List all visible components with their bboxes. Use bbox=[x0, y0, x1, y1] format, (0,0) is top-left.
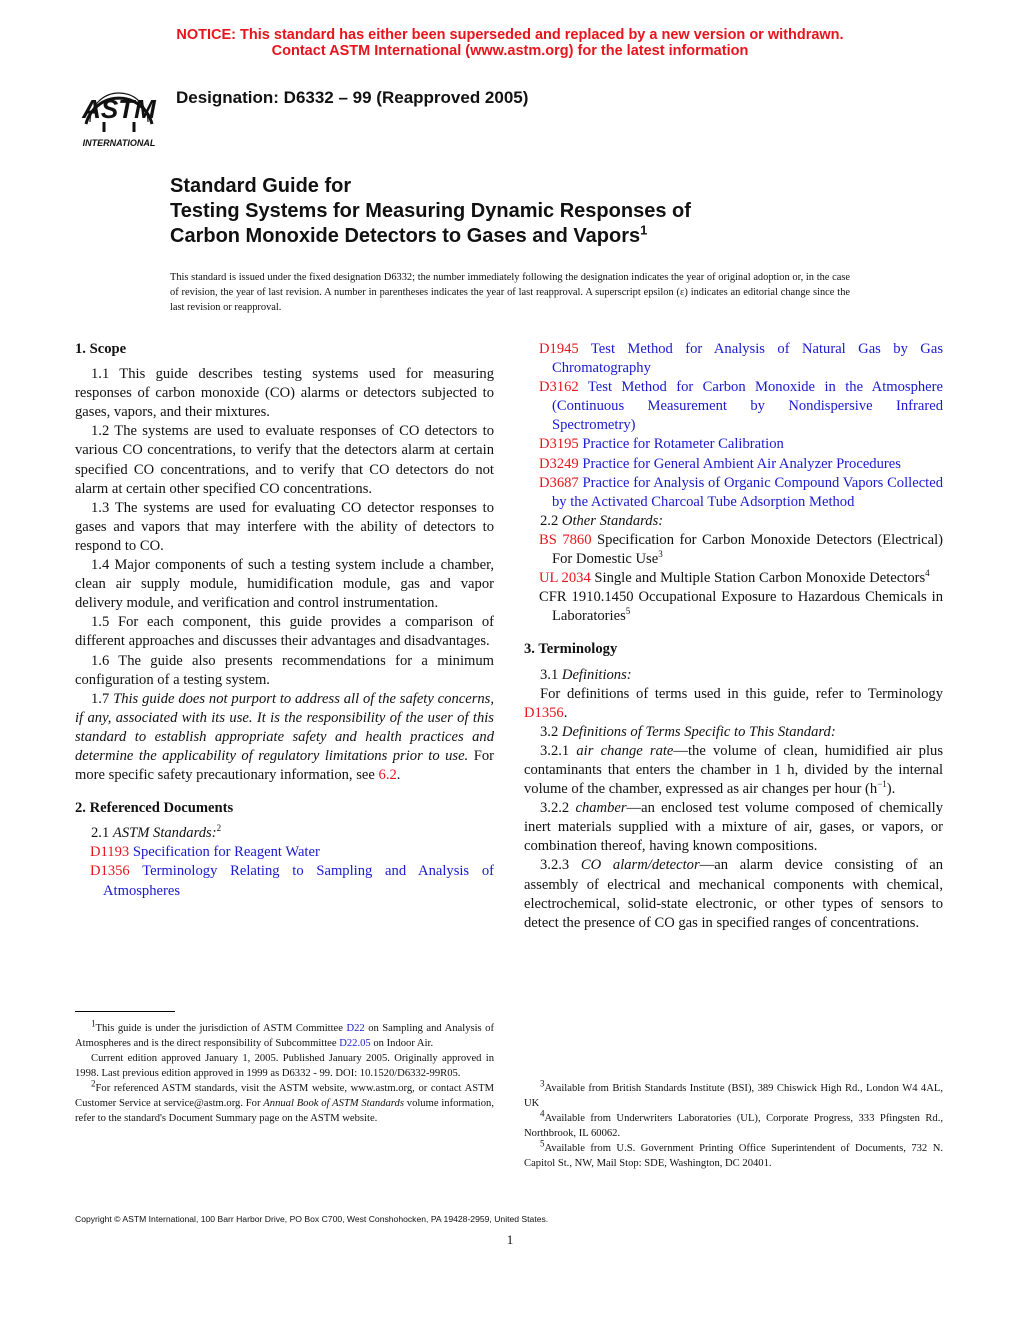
footnote-2-b: volume information, refer to the standard's Document Summary page on the ASTM website. bbox=[75, 1098, 495, 1124]
footnote-2-italic: Annual Book of ASTM Standards bbox=[263, 1098, 404, 1109]
logo-subtext: INTERNATIONAL bbox=[82, 138, 156, 148]
footnote-4-text: Available from Underwriters Laboratories (UL), Corporate Progress, 333 Pfingsten Rd., Northbrook, IL 60062. bbox=[524, 1113, 943, 1139]
title-footnote-mark: 1 bbox=[640, 222, 648, 238]
astm-standards-num: 2.1 bbox=[91, 825, 110, 842]
ref-bs-7860-title: Specification for Carbon Monoxide Detectors (Electrical) For Domestic Use bbox=[552, 531, 943, 568]
footnotes-left bbox=[75, 1018, 495, 1126]
notice-line-2: Contact ASTM International (www.astm.org) for the latest information bbox=[271, 43, 749, 59]
ref-d1193 bbox=[75, 843, 494, 862]
term-2-num: 3.2.2 bbox=[540, 800, 570, 817]
ref-ul-2034-code[interactable]: UL 2034 bbox=[539, 570, 591, 587]
footnote-1-a: This guide is under the jurisdiction of ASTM Committee bbox=[95, 1023, 343, 1034]
ref-ul-2034-sup: 4 bbox=[925, 568, 930, 579]
footnote-5 bbox=[524, 1138, 943, 1171]
footnote-3-mark: 3 bbox=[540, 1078, 545, 1089]
title-line-3-text: Carbon Monoxide Detectors to Gases and Vapors bbox=[170, 225, 641, 247]
term-1-num: 3.2.1 bbox=[540, 742, 570, 759]
other-standards-text: Other Standards: bbox=[561, 512, 664, 529]
astm-logo-graphic bbox=[74, 72, 164, 152]
footnote-2-mark: 2 bbox=[91, 1078, 96, 1089]
para-1-5: 1.5 For each component, this guide provides a comparison of different approaches and discusses their advantages and disadvantages. bbox=[75, 614, 494, 650]
footnotes-right bbox=[524, 1078, 943, 1171]
footnote-1-mark: 1 bbox=[91, 1018, 96, 1029]
ref-cfr bbox=[524, 588, 943, 626]
definitions-para-end: . bbox=[563, 704, 568, 721]
ref-d3249-code[interactable]: D3249 bbox=[539, 455, 579, 472]
term-3-term: CO alarm/detector bbox=[580, 857, 700, 874]
logo-text: ASTM bbox=[82, 94, 156, 124]
footnote-2 bbox=[75, 1078, 495, 1126]
footnote-4 bbox=[524, 1108, 943, 1141]
d1356-link[interactable]: D1356 bbox=[524, 704, 564, 721]
astm-standards-text: ASTM Standards: bbox=[112, 825, 217, 842]
right-column bbox=[524, 340, 943, 933]
specific-terms-label bbox=[524, 723, 943, 742]
definitions-para bbox=[524, 685, 943, 723]
ref-d3195 bbox=[524, 435, 943, 454]
ref-d3162-title[interactable]: Test Method for Carbon Monoxide in the Atmosphere (Continuous Measurement by Nondispersive Infrared Spectrometry) bbox=[552, 379, 943, 434]
term-2-term: chamber bbox=[575, 800, 627, 817]
ref-d1356-title[interactable]: Terminology Relating to Sampling and Analysis of Atmospheres bbox=[103, 863, 494, 899]
ref-d3195-code[interactable]: D3195 bbox=[539, 436, 579, 453]
footnote-1-b: on Sampling and Analysis of Atmospheres and is the direct responsibility of Subcommittee bbox=[75, 1023, 494, 1049]
ref-d3162 bbox=[524, 378, 943, 435]
footnote-rule bbox=[75, 1011, 175, 1012]
ref-cfr-sup: 5 bbox=[625, 606, 631, 617]
ref-d1356 bbox=[75, 862, 494, 900]
term-chamber bbox=[524, 799, 943, 856]
term-3-num: 3.2.3 bbox=[540, 857, 570, 874]
ref-d3195-title[interactable]: Practice for Rotameter Calibration bbox=[582, 436, 784, 453]
para-1-7 bbox=[75, 690, 494, 785]
definitions-para-text: For definitions of terms used in this guide, refer to Terminology bbox=[540, 685, 943, 702]
safety-statement: This guide does not purport to address all of the safety concerns, if any, associated with its use. It is the responsibility of the user of this standard to establish appropriate safety and health practices and determine the applicability of regulatory limitations prior to use. bbox=[75, 690, 495, 764]
term-1-def: —the volume of clean, humidified air plus contaminants that enters the chamber in 1 h, divided by the internal volume of the chamber, expressed as air changes per hour (h bbox=[524, 742, 943, 798]
title-line-2: Testing Systems for Measuring Dynamic Responses of bbox=[170, 200, 691, 222]
issued-note: This standard is issued under the fixed designation D6332; the number immediately following the designation indicates the year of original adoption or, in the case of revision, the year of last revision. A number in parentheses indicates the year of last reapproval. A superscript epsilon (ε) indicates an editorial change since the last revision or reapproval. bbox=[170, 272, 850, 313]
footnote-1 bbox=[75, 1018, 494, 1051]
term-3-def: —an alarm device consisting of an assembly of electrical and mechanical components with chemical, electrochemical, solid-state electronic, or other types of sensors to detect the presence of CO gas in specified ranges of concentrations. bbox=[524, 857, 943, 931]
ref-d3687-title[interactable]: Practice for Analysis of Organic Compound Vapors Collected by the Activated Charcoal Tube Adsorption Method bbox=[552, 474, 944, 510]
footnote-3 bbox=[524, 1078, 943, 1111]
notice-line-1: NOTICE: This standard has either been superseded and replaced by a new version or withdrawn. bbox=[176, 27, 844, 43]
other-standards-num: 2.2 bbox=[540, 512, 559, 529]
title-line-3 bbox=[170, 224, 890, 249]
title-line-1: Standard Guide for bbox=[170, 175, 352, 197]
page-number: 1 bbox=[506, 1232, 514, 1247]
scope-heading: 1. Scope bbox=[75, 341, 127, 357]
ref-ul-2034-title: Single and Multiple Station Carbon Monoxide Detectors bbox=[594, 570, 926, 587]
para-1-7-num: 1.7 bbox=[91, 690, 110, 707]
definitions-label bbox=[524, 666, 943, 685]
footnote-3-text: Available from British Standards Institute (BSI), 389 Chiswick High Rd., London W4 4AL, UK bbox=[524, 1083, 943, 1109]
astm-standards-sup: 2 bbox=[216, 823, 222, 834]
ref-d3687 bbox=[524, 474, 943, 512]
specific-terms-num: 3.2 bbox=[540, 723, 559, 740]
term-co-alarm bbox=[524, 856, 943, 932]
para-1-7-tail: For more specific safety precautionary information, see bbox=[75, 747, 494, 784]
astm-standards-label bbox=[75, 824, 494, 843]
term-1-end: ). bbox=[886, 781, 896, 798]
subcommittee-d22-05-link[interactable]: D22.05 bbox=[339, 1038, 371, 1049]
ref-d1945-code[interactable]: D1945 bbox=[539, 341, 579, 357]
ref-d3687-code[interactable]: D3687 bbox=[539, 474, 579, 491]
ref-d1193-code[interactable]: D1193 bbox=[90, 844, 130, 861]
term-1-term: air change rate bbox=[576, 742, 674, 759]
document-title bbox=[170, 174, 890, 249]
ref-d1945-title[interactable]: Test Method for Analysis of Natural Gas by Gas Chromatography bbox=[552, 341, 943, 377]
para-1-6: 1.6 The guide also presents recommendations for a minimum configuration of a testing system. bbox=[75, 652, 494, 688]
copyright-notice: Copyright © ASTM International, 100 Barr Harbor Drive, PO Box C700, West Conshohocken, PA 19428-2959, United States. bbox=[75, 1214, 549, 1224]
footnote-5-text: Available from U.S. Government Printing Office Superintendent of Documents, 732 N. Capitol St., NW, Mail Stop: SDE, Washington, DC 20401. bbox=[524, 1143, 943, 1169]
left-column bbox=[75, 340, 494, 901]
term-2-def: —an enclosed test volume composed of chemically inert materials supplied with a mixture of air, gases, or vapors, or combination thereof, having known compositions. bbox=[524, 800, 943, 855]
astm-logo-icon bbox=[74, 72, 164, 152]
footnote-4-mark: 4 bbox=[540, 1108, 545, 1119]
para-1-4: 1.4 Major components of such a testing system include a chamber, clean air supply module, humidification module, gas and vapor delivery module, and verification and control instrumentation. bbox=[75, 557, 494, 612]
section-6-2-link[interactable]: 6.2 bbox=[378, 767, 397, 784]
terminology-heading: 3. Terminology bbox=[524, 641, 618, 658]
ref-bs-7860-code[interactable]: BS 7860 bbox=[539, 531, 592, 548]
definitions-text: Definitions: bbox=[561, 666, 632, 683]
para-1-7-end: . bbox=[396, 767, 401, 784]
term-1-sup: −1 bbox=[877, 779, 887, 790]
ref-d3249-title[interactable]: Practice for General Ambient Air Analyzer Procedures bbox=[582, 455, 901, 472]
ref-cfr-text: CFR 1910.1450 Occupational Exposure to Hazardous Chemicals in Laboratories bbox=[539, 589, 943, 625]
specific-terms-text: Definitions of Terms Specific to This Standard: bbox=[561, 723, 836, 740]
footnote-5-mark: 5 bbox=[540, 1138, 545, 1149]
ref-d1356-code[interactable]: D1356 bbox=[90, 863, 130, 880]
footnote-1-edition: Current edition approved January 1, 2005. Published January 2005. Originally approved in 1998. Last previous edition approved in 1999 as D6332 - 99. DOI: 10.1520/D6332-99R05. bbox=[75, 1053, 494, 1079]
ref-d3249 bbox=[524, 455, 943, 474]
ref-ul-2034 bbox=[524, 569, 943, 588]
para-1-3: 1.3 The systems are used for evaluating CO detector responses to gases and vapors that may interfere with the ability of detectors to respond to CO. bbox=[75, 499, 494, 554]
para-1-1: 1.1 This guide describes testing systems used for measuring responses of carbon monoxide (CO) alarms or detectors subjected to gases, vapors, and their mixtures. bbox=[75, 366, 494, 421]
footnote-2-a: For referenced ASTM standards, visit the ASTM website, www.astm.org, or contact ASTM Customer Service at service@astm.org. For bbox=[75, 1083, 494, 1109]
definitions-num: 3.1 bbox=[540, 666, 559, 683]
other-standards-label bbox=[524, 512, 943, 531]
referenced-heading: 2. Referenced Documents bbox=[75, 800, 234, 817]
committee-d22-link[interactable]: D22 bbox=[346, 1023, 365, 1034]
para-1-2: 1.2 The systems are used to evaluate responses of CO detectors to various CO concentrations, to verify that the detectors alarm at certain specified CO concentrations, and to verify that CO detectors do not alarm at certain other specified CO concentrations. bbox=[75, 423, 494, 497]
ref-bs-7860 bbox=[524, 531, 943, 569]
ref-bs-7860-sup: 3 bbox=[658, 549, 663, 560]
ref-d3162-code[interactable]: D3162 bbox=[539, 379, 579, 396]
ref-d1193-title[interactable]: Specification for Reagent Water bbox=[132, 844, 320, 861]
footnote-1-c: on Indoor Air. bbox=[373, 1038, 434, 1049]
designation: Designation: D6332 – 99 (Reapproved 2005) bbox=[176, 88, 529, 107]
ref-d1945 bbox=[524, 340, 943, 378]
term-air-change-rate bbox=[524, 742, 943, 799]
